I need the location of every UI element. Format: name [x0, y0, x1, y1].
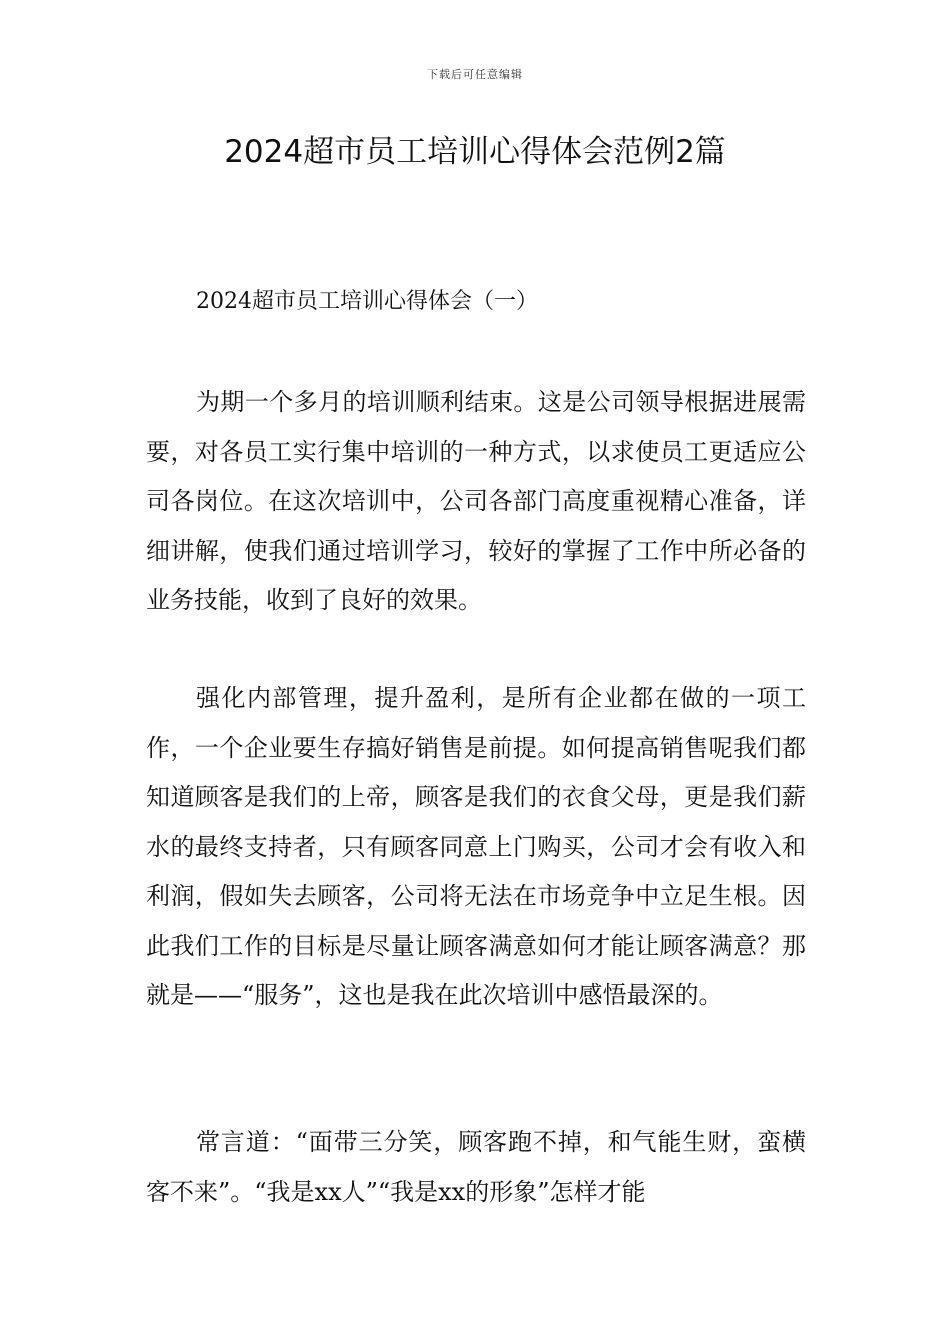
paragraph-3: 常言道：“面带三分笑，顾客跑不掉，和气能生财，蛮横客不来”。“我是xx人”“我是xx的形象”怎样才能 — [146, 1128, 806, 1206]
page-header-note: 下载后可任意编辑 — [427, 68, 523, 81]
section-heading: 2024超市员工培训心得体会（一） — [196, 289, 538, 314]
paragraph-1: 为期一个多月的培训顺利结束。这是公司领导根据进展需要，对各员工实行集中培训的一种方式，以求使员工更适应公司各岗位。在这次培训中，公司各部门高度重视精心准备，详细讲解，使我们通过培训学习，较好的掌握了工作中所必备的业务技能，收到了良好的效果。 — [146, 388, 806, 614]
document-title: 2024超市员工培训心得体会范例2篇 — [224, 134, 726, 170]
paragraph-2: 强化内部管理，提升盈利，是所有企业都在做的一项工作，一个企业要生存搞好销售是前提。如何提高销售呢我们都知道顾客是我们的上帝，顾客是我们的衣食父母，更是我们薪水的最终支持者，只有顾客同意上门购买，公司才会有收入和利润，假如失去顾客，公司将无法在市场竞争中立足生根。因此我们工作的目标是尽量让顾客满意如何才能让顾客满意？那就是——“服务”，这也是我在此次培训中感悟最深的。 — [146, 684, 806, 1009]
